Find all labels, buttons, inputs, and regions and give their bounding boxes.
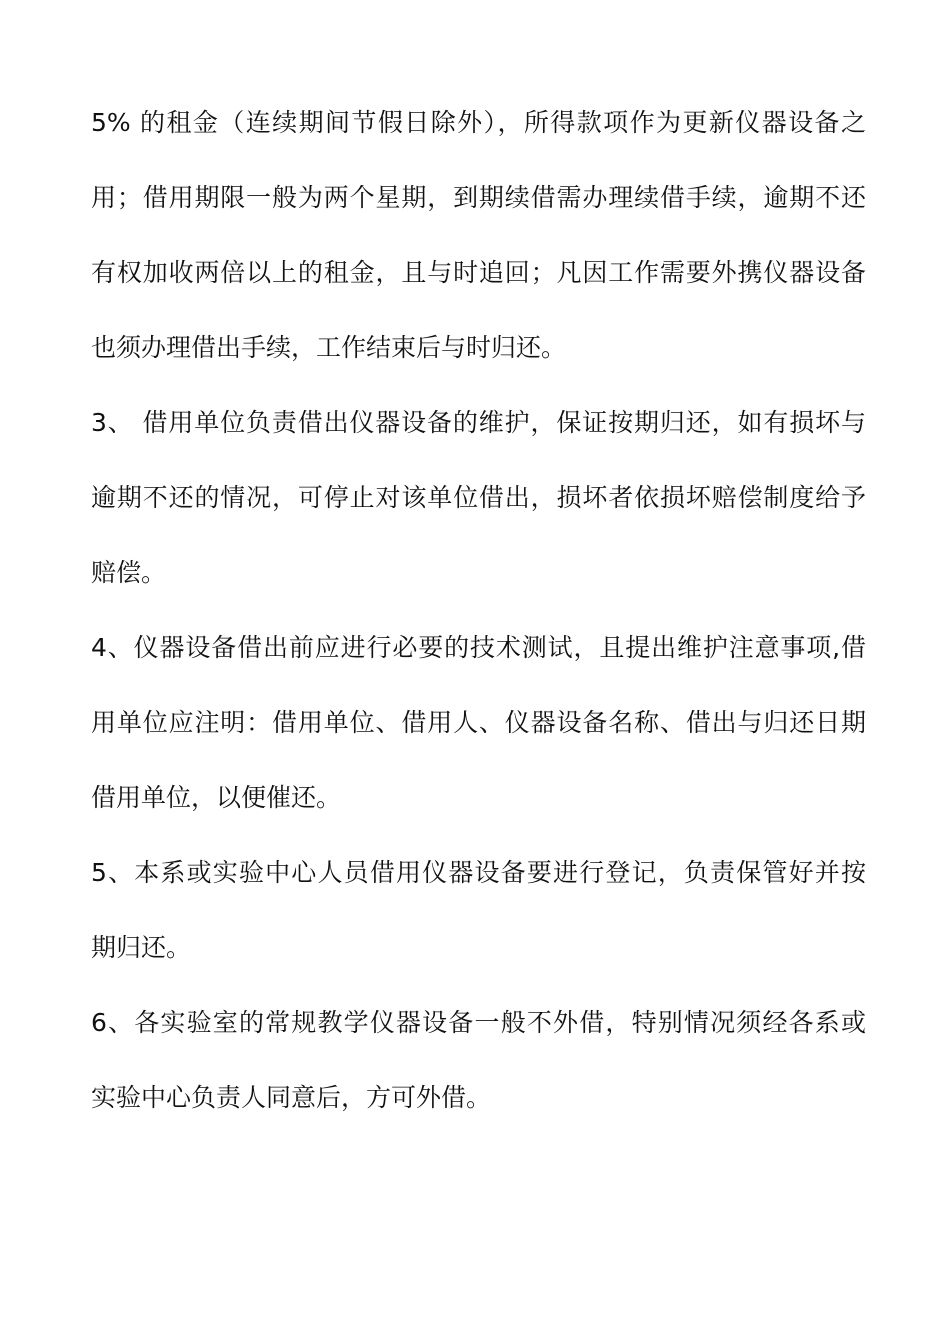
text-line: 5、本系或实验中心人员借用仪器设备要进行登记，负责保管好并按 [91, 858, 866, 887]
text-line: 用；借用期限一般为两个星期，到期续借需办理续借手续，逾期不还 [91, 183, 866, 212]
text-line: 期归还。 [91, 933, 192, 962]
text-line: 借用单位，以便催还。 [91, 783, 342, 812]
text-line: 有权加收两倍以上的租金，且与时追回；凡因工作需要外携仪器设备 [91, 258, 866, 287]
text-line: 5% 的租金（连续期间节假日除外），所得款项作为更新仪器设备之 [91, 108, 866, 137]
text-line: 逾期不还的情况，可停止对该单位借出，损坏者依损坏赔偿制度给予 [91, 483, 866, 512]
text-line: 4、仪器设备借出前应进行必要的技术测试，且提出维护注意事项,借 [91, 633, 866, 662]
text-line: 3、 借用单位负责借出仪器设备的维护，保证按期归还，如有损坏与 [91, 408, 866, 437]
text-line: 实验中心负责人同意后，方可外借。 [91, 1083, 492, 1112]
text-line: 也须办理借出手续，工作结束后与时归还。 [91, 333, 567, 362]
text-line: 6、各实验室的常规教学仪器设备一般不外借，特别情况须经各系或 [91, 1008, 866, 1037]
text-line: 赔偿。 [91, 558, 167, 587]
document-body [91, 104, 866, 1154]
text-line: 用单位应注明：借用单位、借用人、仪器设备名称、借出与归还日期 [91, 708, 866, 737]
